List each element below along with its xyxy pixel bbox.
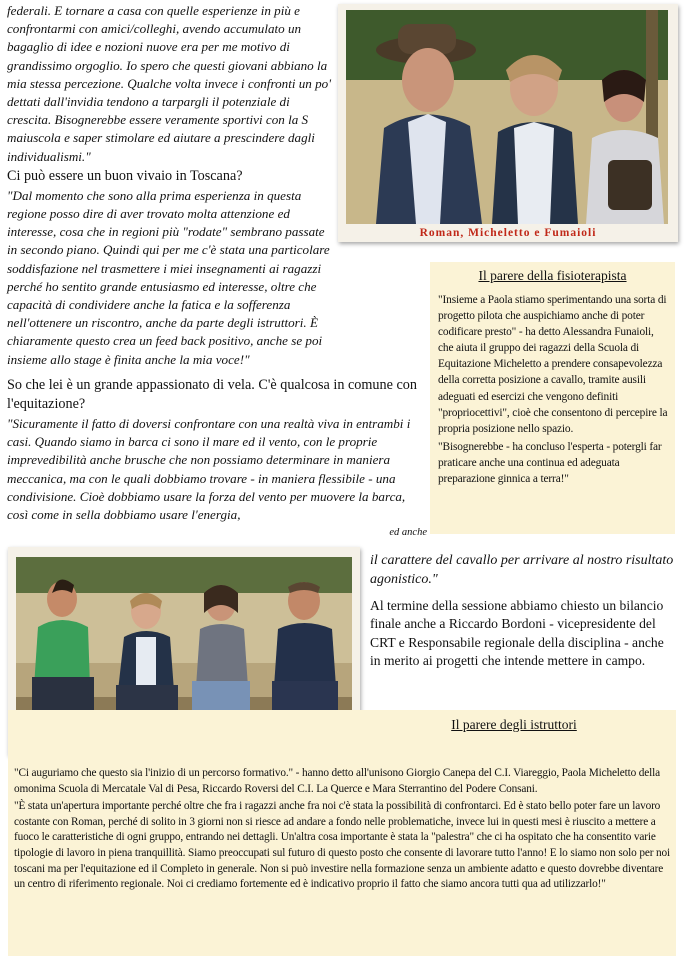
question-1: Ci può essere un buon vivaio in Toscana? (7, 167, 243, 184)
photo-top (338, 4, 678, 242)
instructors-box-title: Il parere degli istruttori (451, 717, 577, 732)
instructors-paragraph-1: "Ci auguriamo che questo sia l'inizio di un percorso formativo." - hanno detto all'unisono Giorgio Canepa del C.I. Viareggio, Paola Micheletto della omonima Scuola di Mercatale Val di Pesa, Riccardo Roversi del C.I. La Querce e Mara Sterrantino del Podere Consani. (14, 767, 661, 795)
answer-1: "Dal momento che sono alla prima esperienza in questa regione posso dire di aver trovato molta attenzione ed interesse, cosa che in regioni più "rodate" sembrano passate in secondo piano. Quindi qui per me c'è stata una particolare soddisfazione nel trasmettere i miei insegnamenti ai ragazzi perché ho sentito grande entusiasmo ed interesse, oltre che capacità di condividere anche la fatica e la sofferenza nell'ottenere un riscontro, anche da parte degli istruttori. È chiaramente questo crea un feed back positivo, anche se poi insieme allo stage è finita anche la mia voce!" (7, 187, 330, 367)
instructors-box (8, 710, 676, 956)
answer-2-tail: ed anche (389, 527, 427, 539)
physio-paragraph-1: "Insieme a Paola stiamo sperimentando una sorta di progetto pilota che auspichiamo anche di poter codificare presto" - ha detto Alessandra Funaioli, che aiuta il gruppo dei ragazzi della Scuola di Equitazione Micheletto a prendere consapevolezza della corretta posizione a cavallo, tramite ausili adeguati ed esercizi che vengono definiti "propriocettivi", cioè che consentono di percepire la propria posizione nello spazio. (438, 294, 668, 435)
photo-bottom-image (16, 557, 352, 733)
intro-paragraph: federali. E tornare a casa con quelle esperienze in più e confrontarmi con amici/colleghi, avendo accumulato un bagaglio di idee e nozioni nuove era per me motivo di grandissimo orgoglio. Io spero che questi giovani abbiano la mia stessa percezione. Qualche volta invece i confronti un po' dettati dall'invidia tendono a tarpargli il potenziale di crescita. Bisognerebbe essere veramente sportivi con la S maiuscola e saper stimolare ed aiutare a prescindere dagli individualismi." (7, 3, 332, 164)
photo-top-image (346, 10, 685, 248)
instructors-paragraph-2: "È stata un'apertura importante perché oltre che fra i ragazzi anche fra noi c'è stata la possibilità di confrontarci. Ed è stato bello poter fare un lavoro costante con Roman, perché di solito in 3 giorni non si riesce ad andare a fondo nelle problematiche, invece lui in questi mesi è riuscito a mettere a fuoco le caratteristiche di ogni gruppo, entrando nei dettagli. Un'altra cosa importante è stata la "palestra" che ci ha ospitato che ha consentito varie tipologie di lavoro in piena tranquillità. Siamo preoccupati sul futuro di questo posto che consente di lavorare tutto l'anno! E lo siamo non solo per noi toscani ma per l'equitazione ed il Completo in generale. Non si può investire nella formazione senza un ambiente adatto e questo dovrebbe diventare un centro di riferimento regionale. Noi ci crediamo fortemente ed è indicativo proprio il fatto che siamo ancora tutti qua ad utilizzarlo!" (14, 800, 670, 891)
physio-box-title: Il parere della fisioterapista (478, 268, 627, 283)
answer-2: "Sicuramente il fatto di doversi confrontare con una realtà viva in entrambi i casi. Quando siamo in barca ci sono il mare ed il vento, con le proprie imprevedibilità anche brusche che non possiamo determinare in maniera meccanica, ma con le quali dobbiamo trovare - in maniera flessibile - una condivisione. Cioè dobbiamo usare la forza del vento per muovere la barca, così come in sella dobbiamo usare l'energia, (7, 416, 411, 523)
right-mid-text (370, 552, 676, 671)
middle-text (7, 376, 427, 540)
answer-2-continuation: il carattere del cavallo per arrivare al nostro risultato agonistico." (370, 553, 674, 587)
physio-paragraph-2: "Bisognerebbe - ha concluso l'esperta - potergli far praticare anche una continua ed adeguata preparazione ginnica a terra!" (438, 440, 662, 486)
question-2: So che lei è un grande appassionato di vela. C'è qualcosa in comune con l'equitazione? (7, 377, 417, 412)
physio-box (430, 262, 675, 534)
left-column-text (7, 2, 334, 369)
photo-top-caption: Roman, Micheletto e Fumaioli (419, 227, 597, 239)
closing-paragraph: Al termine della sessione abbiamo chiesto un bilancio finale anche a Riccardo Bordoni - vicepresidente del CRT e Responsabile regionale della disciplina - anche in merito ai progetti che intende mettere in campo. (370, 598, 664, 669)
